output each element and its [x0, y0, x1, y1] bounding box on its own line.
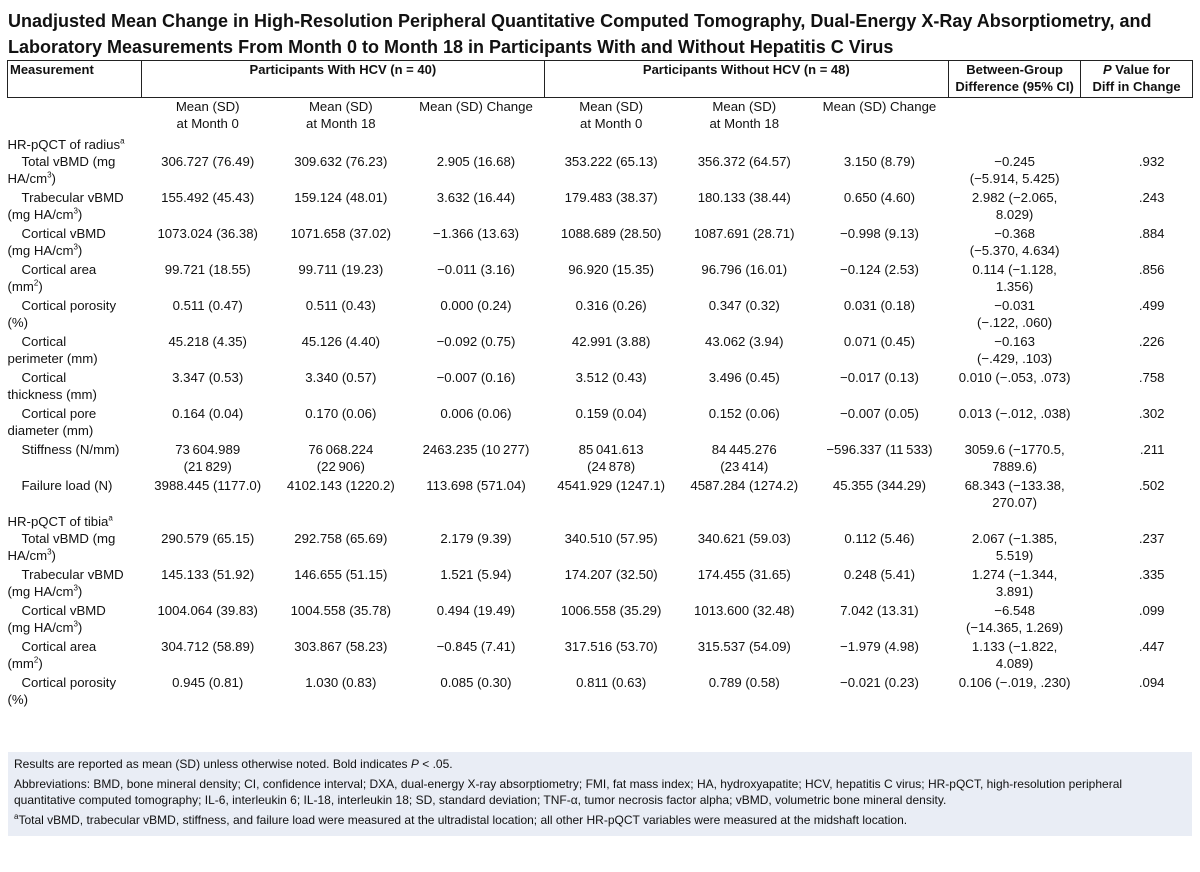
cell-p-value: .884 — [1138, 226, 1165, 241]
cell-hcv-change: −0.092 (0.75) — [436, 334, 516, 349]
cell-nohcv-month18: 315.537 (54.09) — [697, 639, 791, 654]
cell-nohcv-month18: 43.062 (3.94) — [705, 334, 784, 349]
cell-nohcv-month18: 3.496 (0.45) — [708, 370, 780, 385]
cell-nohcv-month0: 317.516 (53.70) — [564, 639, 658, 654]
cell-between-group-diff: 0.106 (−.019, .230) — [958, 675, 1071, 690]
cell-nohcv-month18: 174.455 (31.65) — [697, 567, 791, 582]
cell-nohcv-change: −0.017 (0.13) — [840, 370, 919, 385]
cell-hcv-month18: 0.170 (0.06) — [305, 406, 377, 421]
cell-nohcv-month18: 0.347 (0.32) — [708, 298, 780, 313]
cell-nohcv-month18: 356.372 (64.57) — [697, 154, 791, 169]
row-label: Trabecular vBMD (mg $HA/cm^3$) — [7, 190, 124, 222]
cell-hcv-month18: 1004.558 (35.78) — [290, 603, 392, 618]
row-label: Failure load (N) — [21, 478, 113, 493]
cell-hcv-month0: 0.945 (0.81) — [172, 675, 244, 690]
cell-hcv-change: 0.006 (0.06) — [440, 406, 512, 421]
cell-hcv-month18: 0.511 (0.43) — [305, 298, 376, 313]
footer-note: Results are reported as mean (SD) unless otherwise noted. Bold indicates P < .05. — [14, 757, 453, 771]
cell-hcv-change: −1.366 (13.63) — [432, 226, 520, 241]
cell-nohcv-month18: 340.621 (59.03) — [697, 531, 791, 546]
header-between-line2: Difference (95% CI) — [955, 79, 1074, 94]
cell-hcv-month0: 3988.445 (1177.0) — [154, 478, 262, 493]
footer-footnote: $^a$Total vBMD, trabecular vBMD, stiffness, and failure load were measured at the ultradistal location; all other HR-pQCT variables were measured at the midshaft location. — [14, 812, 908, 827]
cell-nohcv-month18: 0.789 (0.58) — [708, 675, 780, 690]
sub-nohcv-month0: Mean (SD) at Month 0 — [579, 99, 644, 131]
row-label: Cortical porosity (%) — [7, 298, 117, 330]
cell-nohcv-change: 7.042 (13.31) — [840, 603, 919, 618]
cell-between-group-diff: 0.013 (−.012, .038) — [958, 406, 1071, 421]
cell-hcv-month0: 0.511 (0.47) — [172, 298, 243, 313]
cell-hcv-change: 2463.235 (10 277) — [422, 442, 530, 457]
cell-nohcv-month18: 96.796 (16.01) — [701, 262, 788, 277]
cell-nohcv-month0: 85 041.613 (24 878) — [578, 442, 644, 474]
table-row — [8, 189, 1193, 225]
cell-hcv-month0: 306.727 (76.49) — [161, 154, 255, 169]
cell-p-value: .932 — [1138, 154, 1165, 169]
cell-p-value: .335 — [1138, 567, 1165, 582]
table-row — [8, 441, 1193, 477]
sub-nohcv-month18: Mean (SD) at Month 18 — [709, 99, 780, 131]
cell-nohcv-month0: 1088.689 (28.50) — [560, 226, 662, 241]
cell-nohcv-month0: 96.920 (15.35) — [568, 262, 655, 277]
cell-hcv-month18: 99.711 (19.23) — [298, 262, 384, 277]
cell-nohcv-change: −0.124 (2.53) — [840, 262, 919, 277]
subheader-row — [8, 98, 1193, 137]
cell-between-group-diff: 0.010 (−.053, .073) — [958, 370, 1071, 385]
cell-between-group-diff: 1.274 (−1.344, 3.891) — [971, 567, 1058, 599]
cell-p-value: .758 — [1138, 370, 1165, 385]
table-body — [8, 136, 1193, 710]
row-label: Cortical porosity (%) — [7, 675, 117, 707]
cell-hcv-month0: 0.164 (0.04) — [172, 406, 244, 421]
header-between-line1: Between-Group — [966, 62, 1064, 77]
table-row — [8, 638, 1193, 674]
cell-hcv-month18: 3.340 (0.57) — [305, 370, 377, 385]
cell-nohcv-month0: 0.811 (0.63) — [576, 675, 647, 690]
cell-nohcv-month0: 42.991 (3.88) — [571, 334, 651, 349]
table-row — [8, 369, 1193, 405]
sub-hcv-change: Mean (SD) Change — [419, 99, 533, 114]
row-label: Cortical pore diameter (mm) — [7, 406, 97, 438]
results-table — [7, 60, 1193, 710]
table-row — [8, 530, 1193, 566]
cell-hcv-month18: 4102.143 (1220.2) — [286, 478, 395, 493]
cell-between-group-diff: 2.067 (−1.385, 5.519) — [971, 531, 1058, 563]
table-row — [8, 261, 1193, 297]
cell-nohcv-month0: 4541.929 (1247.1) — [557, 478, 666, 493]
cell-nohcv-change: 45.355 (344.29) — [832, 478, 926, 493]
cell-hcv-month18: 76 068.224 (22 906) — [308, 442, 374, 474]
cell-nohcv-change: −0.998 (9.13) — [840, 226, 919, 241]
cell-hcv-month18: 1071.658 (37.02) — [290, 226, 392, 241]
section-label: HR-pQCT of tibia$^a$ — [7, 513, 113, 529]
cell-nohcv-change: 0.071 (0.45) — [843, 334, 915, 349]
table-row — [8, 674, 1193, 710]
cell-nohcv-month18: 0.152 (0.06) — [708, 406, 780, 421]
cell-between-group-diff: 2.982 (−2.065, 8.029) — [971, 190, 1058, 222]
section-header-row — [8, 136, 1193, 153]
row-label: Cortical thickness (mm) — [7, 370, 97, 402]
sub-hcv-month18: Mean (SD) at Month 18 — [305, 99, 376, 131]
row-label: Total vBMD (mg $HA/cm^3$) — [7, 531, 116, 563]
cell-between-group-diff: −0.031 (−.122, .060) — [977, 298, 1053, 330]
cell-between-group-diff: 3059.6 (−1770.5, 7889.6) — [964, 442, 1065, 474]
cell-nohcv-month0: 353.222 (65.13) — [564, 154, 658, 169]
cell-hcv-month0: 304.712 (58.89) — [161, 639, 255, 654]
cell-p-value: .237 — [1138, 531, 1165, 546]
row-label: Cortical area $(mm^2)$ — [7, 262, 97, 294]
cell-nohcv-month18: 4587.284 (1274.2) — [690, 478, 799, 493]
cell-nohcv-month0: 3.512 (0.43) — [575, 370, 647, 385]
header-p-line2: Diff in Change — [1092, 79, 1181, 94]
cell-nohcv-change: 0.112 (5.46) — [844, 531, 915, 546]
cell-between-group-diff: −0.163 (−.429, .103) — [977, 334, 1053, 366]
row-label: Cortical area $(mm^2)$ — [7, 639, 97, 671]
cell-p-value: .243 — [1138, 190, 1165, 205]
section-label: HR-pQCT of radius$^a$ — [7, 136, 125, 152]
table-row — [8, 153, 1193, 189]
table-row — [8, 405, 1193, 441]
cell-hcv-month0: 45.218 (4.35) — [168, 334, 247, 349]
cell-hcv-month18: 1.030 (0.83) — [305, 675, 377, 690]
cell-p-value: .502 — [1138, 478, 1165, 493]
header-p-line1: Value for — [1111, 62, 1171, 77]
cell-hcv-month0: 3.347 (0.53) — [172, 370, 244, 385]
cell-hcv-month0: 155.492 (45.43) — [161, 190, 255, 205]
cell-between-group-diff: 0.114 (−1.128, 1.356) — [972, 262, 1057, 294]
row-label: Cortical vBMD (mg $HA/cm^3$) — [7, 603, 106, 635]
cell-p-value: .226 — [1138, 334, 1165, 349]
header-p-italic: P — [1102, 62, 1112, 77]
cell-hcv-change: 113.698 (571.04) — [426, 478, 526, 493]
row-label: Trabecular vBMD (mg $HA/cm^3$) — [7, 567, 124, 599]
header-measurement: Measurement — [8, 61, 142, 98]
cell-hcv-month18: 309.632 (76.23) — [294, 154, 388, 169]
cell-hcv-change: 0.494 (19.49) — [436, 603, 516, 618]
cell-p-value: .302 — [1138, 406, 1165, 421]
table-row — [8, 566, 1193, 602]
cell-nohcv-month18: 1087.691 (28.71) — [694, 226, 795, 241]
cell-nohcv-change: 0.650 (4.60) — [843, 190, 915, 205]
header-between-group — [949, 61, 1081, 98]
cell-p-value: .499 — [1138, 298, 1165, 313]
table-row — [8, 477, 1193, 513]
cell-hcv-month0: 73 604.989 (21 829) — [175, 442, 241, 474]
cell-nohcv-change: −1.979 (4.98) — [840, 639, 919, 654]
cell-p-value: .856 — [1138, 262, 1165, 277]
cell-p-value: .099 — [1138, 603, 1165, 618]
table-row — [8, 297, 1193, 333]
cell-nohcv-change: −0.007 (0.05) — [840, 406, 919, 421]
footer-abbreviations: Abbreviations: BMD, bone mineral density; CI, confidence interval; DXA, dual-energy X-ray absorptiometry; FMI, fat mass index; HA, hydroxyapatite; HCV, hepatitis C virus; HR-pQCT, high-resolution peripheral quantitative computed tomography; IL-6, interleukin 6; IL-18, interleukin 18; SD, standard deviation; TNF-α, tumor necrosis factor alpha; vBMD, volumetric bone mineral density. — [14, 777, 1123, 807]
row-label: Stiffness (N/mm) — [21, 442, 120, 457]
cell-nohcv-month18: 180.133 (38.44) — [697, 190, 791, 205]
cell-nohcv-month0: 1006.558 (35.29) — [560, 603, 662, 618]
table-title: Unadjusted Mean Change in High-Resolution Peripheral Quantitative Computed Tomography, Dual-Energy X-Ray Absorptiometry, and Laboratory Measurements From Month 0 to Month 18 in Participants With and Without Hepatitis C Virus — [8, 11, 1152, 57]
cell-hcv-month0: 290.579 (65.15) — [161, 531, 255, 546]
cell-nohcv-month18: 1013.600 (32.48) — [694, 603, 795, 618]
cell-hcv-month0: 145.133 (51.92) — [161, 567, 255, 582]
cell-hcv-change: −0.007 (0.16) — [436, 370, 516, 385]
cell-hcv-month18: 45.126 (4.40) — [301, 334, 381, 349]
header-group-no-hcv: Participants Without HCV (n = 48) — [544, 61, 948, 98]
cell-nohcv-change: 0.031 (0.18) — [843, 298, 915, 313]
table-footer — [8, 752, 1192, 836]
cell-hcv-month0: 1004.064 (39.83) — [157, 603, 258, 618]
header-row — [8, 61, 1193, 98]
cell-p-value: .447 — [1138, 639, 1165, 654]
cell-nohcv-month0: 340.510 (57.95) — [564, 531, 658, 546]
cell-between-group-diff: −0.368 (−5.370, 4.634) — [969, 226, 1060, 258]
cell-nohcv-month18: 84 445.276 (23 414) — [711, 442, 777, 474]
cell-nohcv-change: −596.337 (11 533) — [826, 442, 933, 457]
cell-hcv-month18: 303.867 (58.23) — [294, 639, 388, 654]
cell-nohcv-month0: 0.159 (0.04) — [575, 406, 647, 421]
table-row — [8, 225, 1193, 261]
table-row — [8, 333, 1193, 369]
sub-hcv-month0: Mean (SD) at Month 0 — [175, 99, 240, 131]
cell-nohcv-change: 3.150 (8.79) — [843, 154, 915, 169]
cell-hcv-month18: 159.124 (48.01) — [294, 190, 388, 205]
cell-hcv-change: 2.905 (16.68) — [436, 154, 516, 169]
cell-hcv-change: 0.000 (0.24) — [440, 298, 512, 313]
cell-p-value: .211 — [1139, 442, 1165, 457]
cell-hcv-change: 0.085 (0.30) — [440, 675, 512, 690]
cell-hcv-month18: 146.655 (51.15) — [294, 567, 388, 582]
cell-hcv-change: −0.845 (7.41) — [436, 639, 516, 654]
cell-nohcv-month0: 179.483 (38.37) — [564, 190, 658, 205]
row-label: Cortical perimeter (mm) — [7, 334, 98, 366]
sub-nohcv-change: Mean (SD) Change — [822, 99, 937, 114]
cell-nohcv-change: 0.248 (5.41) — [843, 567, 915, 582]
cell-between-group-diff: 68.343 (−133.38, 270.07) — [964, 478, 1065, 510]
row-label: Total vBMD (mg $HA/cm^3$) — [7, 154, 116, 186]
cell-nohcv-month0: 0.316 (0.26) — [575, 298, 647, 313]
cell-p-value: .094 — [1138, 675, 1165, 690]
cell-between-group-diff: −6.548 (−14.365, 1.269) — [966, 603, 1064, 635]
cell-between-group-diff: 1.133 (−1.822, 4.089) — [971, 639, 1058, 671]
section-header-row — [8, 513, 1193, 530]
cell-between-group-diff: −0.245 (−5.914, 5.425) — [969, 154, 1060, 186]
cell-hcv-change: 2.179 (9.39) — [440, 531, 512, 546]
cell-hcv-month18: 292.758 (65.69) — [294, 531, 388, 546]
row-label: Cortical vBMD (mg $HA/cm^3$) — [7, 226, 106, 258]
header-p-value — [1081, 61, 1193, 98]
cell-nohcv-change: −0.021 (0.23) — [840, 675, 919, 690]
cell-hcv-change: 3.632 (16.44) — [436, 190, 516, 205]
header-group-hcv: Participants With HCV (n = 40) — [142, 61, 544, 98]
cell-nohcv-month0: 174.207 (32.50) — [564, 567, 658, 582]
cell-hcv-month0: 99.721 (18.55) — [164, 262, 251, 277]
table-row — [8, 602, 1193, 638]
cell-hcv-change: 1.521 (5.94) — [440, 567, 512, 582]
cell-hcv-month0: 1073.024 (36.38) — [157, 226, 258, 241]
cell-hcv-change: −0.011 (3.16) — [437, 262, 515, 277]
